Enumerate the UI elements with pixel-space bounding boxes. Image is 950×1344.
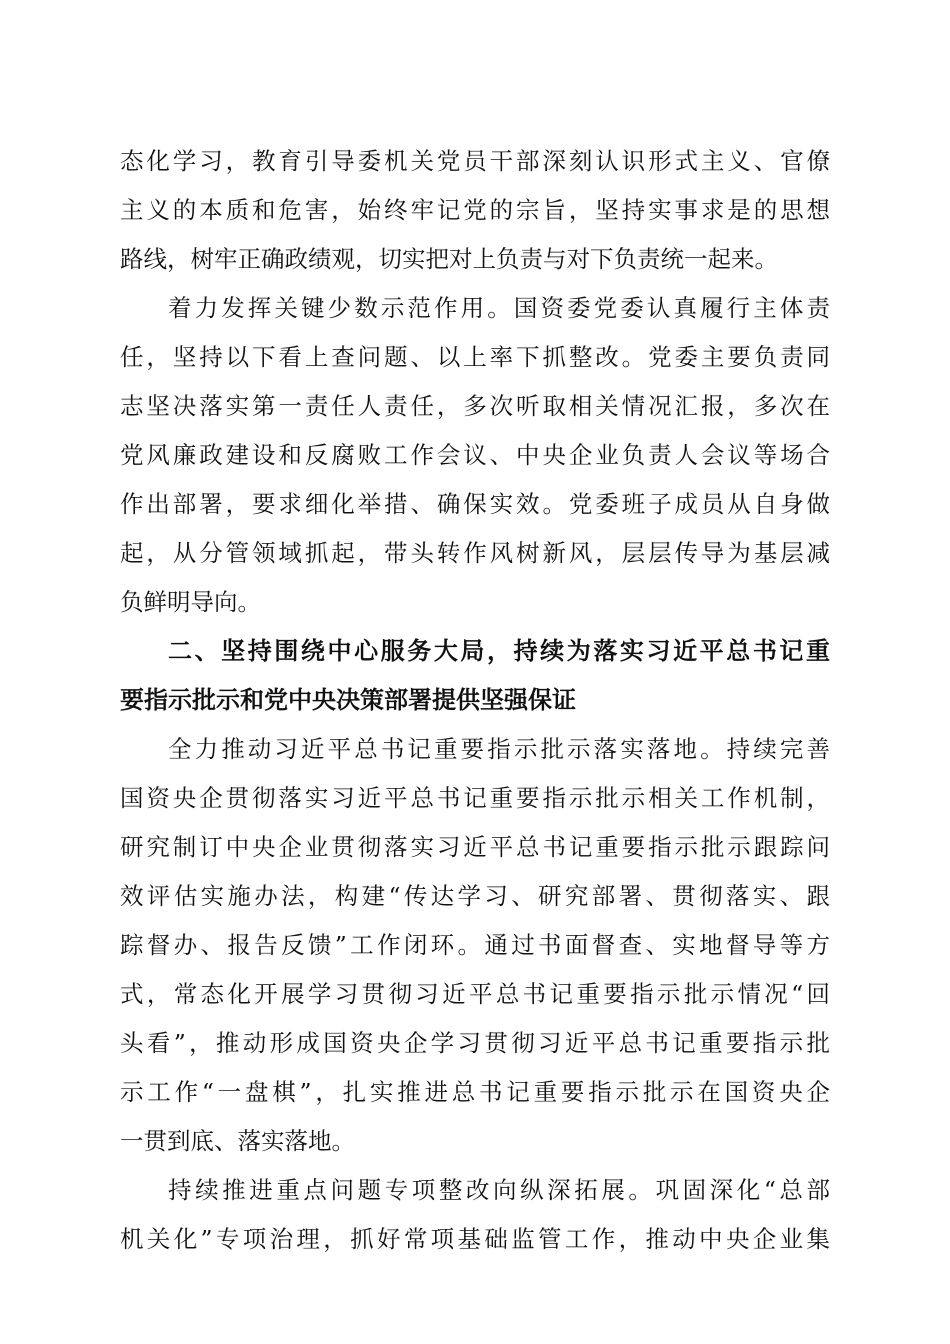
paragraph-first-line: 全力推动习近平总书记重要指示批示落实落地。持续完善	[168, 735, 830, 763]
text-line: 主义的本质和危害，始终牢记党的宗旨，坚持实事求是的思想	[120, 196, 830, 224]
text-line: 研究制订中央企业贯彻落实习近平总书记重要指示批示跟踪问	[120, 833, 830, 861]
paragraph-first-line: 持续推进重点问题专项整改向纵深拓展。巩固深化“总部	[168, 1176, 830, 1204]
text-line: 式，常态化开展学习贯彻习近平总书记重要指示批示情况“回	[120, 980, 830, 1008]
text-line: 任，坚持以下看上查问题、以上率下抓整改。党委主要负责同	[120, 343, 830, 371]
text-line: 一贯到底、落实落地。	[120, 1127, 355, 1155]
text-line: 作出部署，要求细化举措、确保实效。党委班子成员从自身做	[120, 490, 830, 518]
text-line: 头看”，推动形成国资央企学习贯彻习近平总书记重要指示批	[120, 1029, 830, 1057]
paragraph-first-line: 着力发挥关键少数示范作用。国资委党委认真履行主体责	[168, 294, 830, 322]
text-line: 国资央企贯彻落实习近平总书记重要指示批示相关工作机制，	[120, 784, 830, 812]
text-line: 示工作“一盘棋”，扎实推进总书记重要指示批示在国资央企	[120, 1078, 830, 1106]
text-line: 踪督办、报告反馈”工作闭环。通过书面督查、实地督导等方	[120, 931, 830, 959]
text-line: 机关化”专项治理，抓好常项基础监管工作，推动中央企业集	[120, 1225, 830, 1253]
text-line: 起，从分管领域抓起，带头转作风树新风，层层传导为基层减	[120, 539, 830, 567]
text-line: 路线，树牢正确政绩观，切实把对上负责与对下负责统一起来。	[120, 245, 778, 273]
text-line: 党风廉政建设和反腐败工作会议、中央企业负责人会议等场合	[120, 441, 830, 469]
text-line: 志坚决落实第一责任人责任，多次听取相关情况汇报，多次在	[120, 392, 830, 420]
text-line: 效评估实施办法，构建“传达学习、研究部署、贯彻落实、跟	[120, 882, 830, 910]
section-heading: 二、坚持围绕中心服务大局，持续为落实习近平总书记重	[168, 637, 830, 665]
text-line: 态化学习，教育引导委机关党员干部深刻认识形式主义、官僚	[120, 147, 830, 175]
section-heading-continued: 要指示批示和党中央决策部署提供坚强保证	[120, 686, 576, 714]
text-line: 负鲜明导向。	[120, 588, 261, 616]
